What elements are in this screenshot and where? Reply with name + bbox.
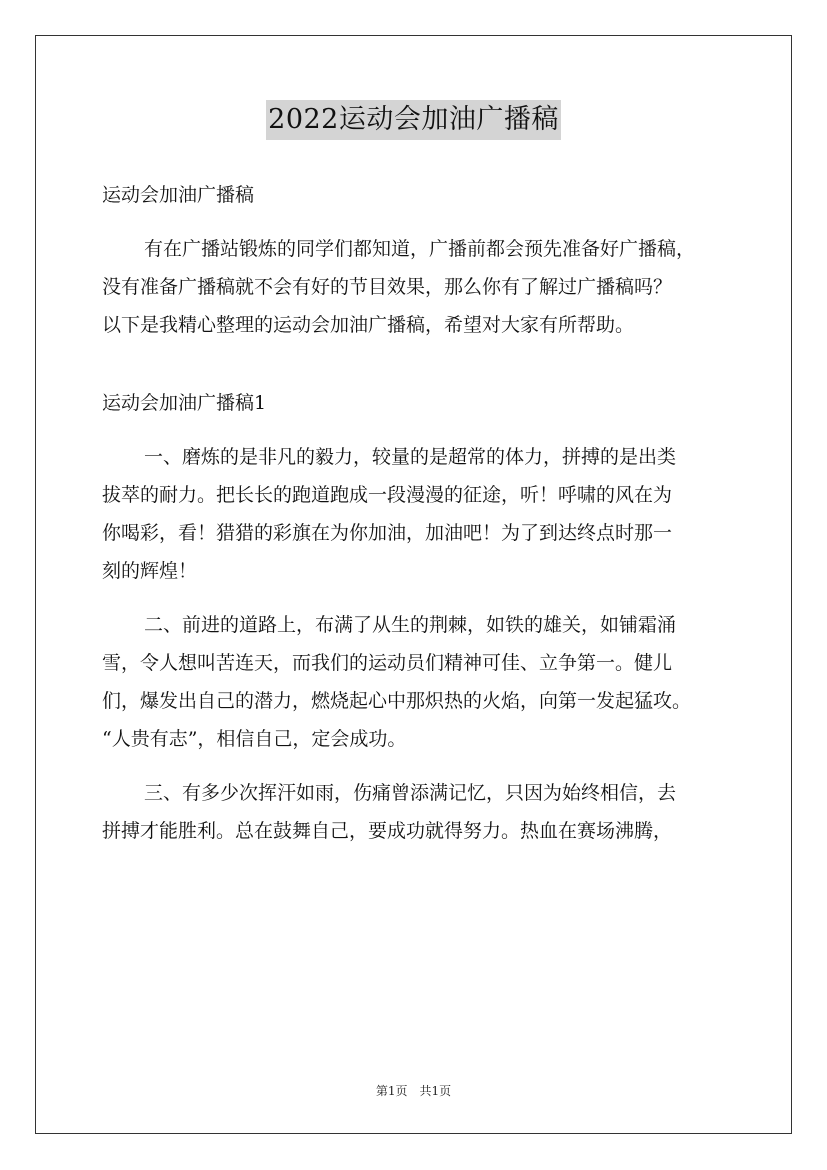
document-subtitle: 运动会加油广播稿 [102,184,255,206]
paragraph-line: 三、有多少次挥汗如雨，伤痛曾添满记忆，只因为始终相信，去 [144,782,677,804]
paragraph-line: 一、磨炼的是非凡的毅力，较量的是超常的体力，拼搏的是出类 [144,446,677,468]
paragraph-line: 雪，令人想叫苦连天，而我们的运动员们精神可佳、立争第一。健儿 [102,652,673,674]
paragraph-line: 刻的辉煌！ [102,560,198,582]
paragraph-line: 二、前进的道路上，布满了从生的荆棘，如铁的雄关，如铺霜涌 [144,614,677,636]
intro-paragraph [102,230,742,344]
paragraph-line: 拔萃的耐力。把长长的跑道跑成一段漫漫的征途，听！呼啸的风在为 [102,484,673,506]
paragraph-line: “人贵有志”，相信自己，定会成功。 [102,728,407,750]
section-gap [102,344,742,384]
intro-line: 没有准备广播稿就不会有好的节目效果，那么你有了解过广播稿吗？ [102,276,673,298]
intro-line: 有在广播站锻炼的同学们都知道，广播前都会预先准备好广播稿， [144,238,696,260]
intro-line: 以下是我精心整理的运动会加油广播稿，希望对大家有所帮助。 [102,314,635,336]
document-title: 2022运动会加油广播稿 [266,100,561,140]
paragraph-line: 们，爆发出自己的潜力，燃烧起心中那炽热的火焰，向第一发起猛攻。 [102,690,692,712]
page-footer: 第1页 共1页 [375,1084,452,1098]
paragraph-line: 你喝彩，看！猎猎的彩旗在为你加油，加油吧！为了到达终点时那一 [102,522,673,544]
section-heading: 运动会加油广播稿1 [102,392,267,414]
paragraph-line: 拼搏才能胜利。总在鼓舞自己，要成功就得努力。热血在赛场沸腾， [102,820,673,842]
document-body [102,176,742,850]
paragraph-3 [102,774,742,850]
paragraph-2 [102,606,742,758]
title-container [0,100,827,140]
paragraph-1 [102,438,742,590]
